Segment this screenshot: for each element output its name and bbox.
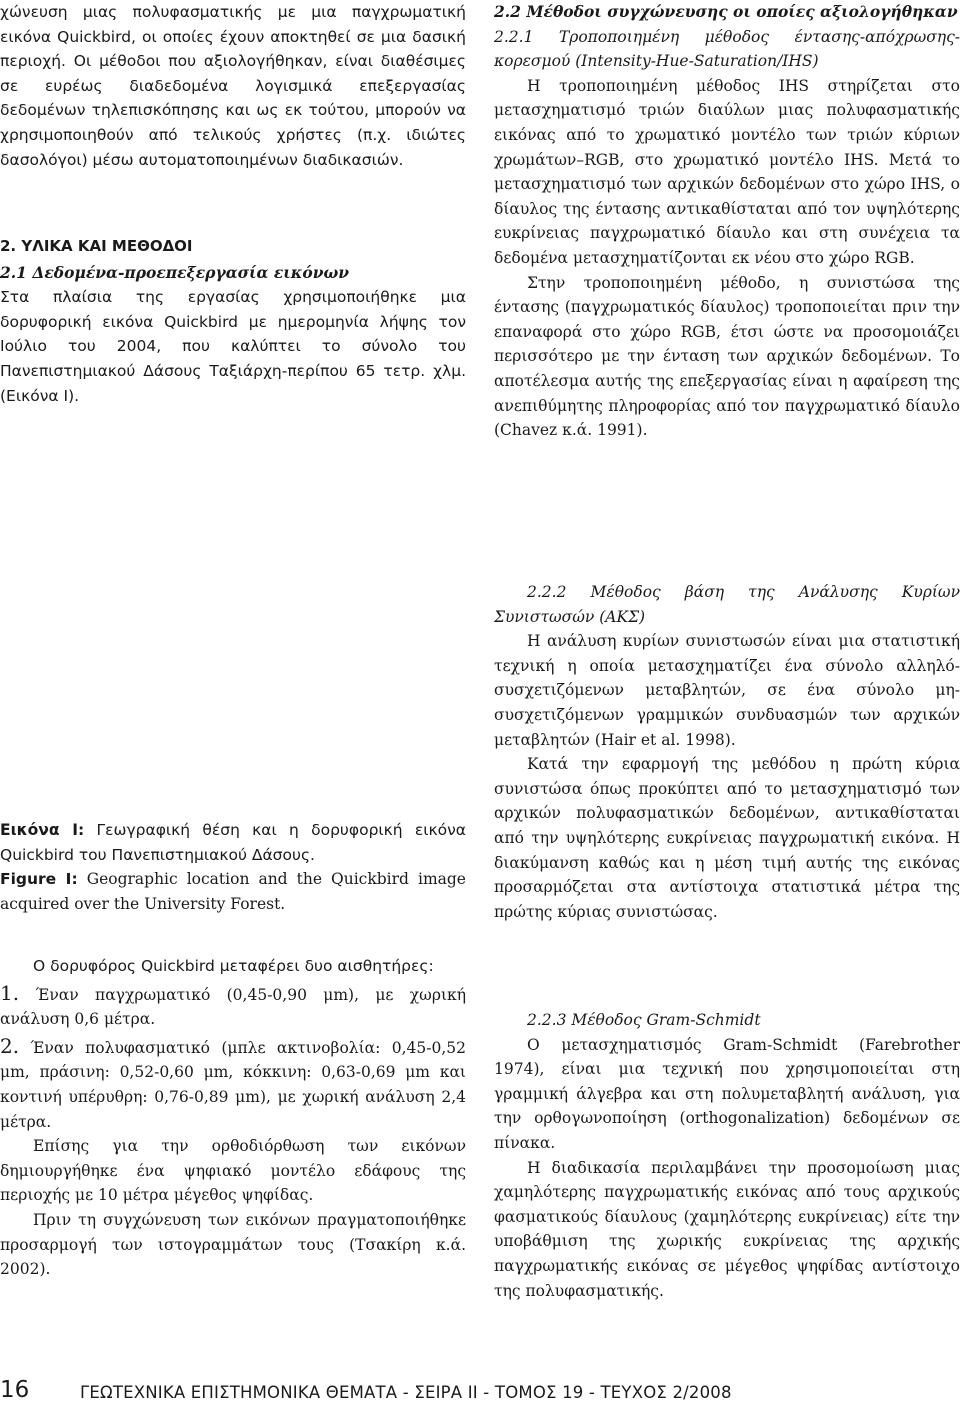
heading-2-2-3: 2.2.3 Μέθοδος Gram-Schmidt [527,1011,761,1029]
section-2 [0,234,466,408]
subsection-heading-2-1: 2.1 Δεδομένα-προεπεξεργασία εικόνων [0,262,350,282]
section-2-2-2 [494,580,960,924]
paragraph-2-2-1-a: Η τροποποιημένη μέθοδος IHS στηρίζεται στο μετασχηματισμό τριών διαύλων μιας πολυφασματικής εικόνας από το χρωματικό μοντέλο των τριών κύριων χρωμάτων–RGB, στο χρωματικό μοντέλο IHS. Μετά το μετασχηματισμό των αρχικών δεδομένων στο χώρο IHS, ο δίαυλος της έντασης αντικαθίσταται από τον υψηλότερης ευκρίνειας παγχρωματικό δίαυλο και στη συνέχεια τα δεδομένα μετασχηματίζονται εκ νέου στο χώρο RGB. [494,76,960,267]
caption-en-label: Figure I: [0,870,78,889]
page-footer [0,1376,960,1406]
paragraph-2-2-1-b: Στην τροποποιημένη μέθοδο, η συνιστώσα της έντασης (παγχρωματικός δίαυλος) τροποποιείται πριν την επαναφορά στο χώρο RGB, έτσι ώστε να προσομοιάζει περισσότερο με την ένταση των αρχικών δεδομένων. Το αποτέλεσμα αυτής της επεξεργασίας είναι η αφαίρεση της ανεπιθύμητης πληροφορίας από τον παγχρωματικό δίαυλο (Chavez κ.ά. 1991). [494,273,960,440]
item-number: 2. [0,1033,20,1058]
paragraph-2-2-3-b: Η διαδικασία περιλαμβάνει την προσομοίωση μιας χαμηλότερης παγχρωματικής εικόνας από τους αρχικούς φασματικούς δίαυλους (χαμηλότερης ευκρίνειας) είτε την υποβάθμιση της χωρικής ευκρίνειας της αρχικής παγχρωματικής εικόνας σε μέγεθος ψηφίδας αντίστοιχο της πολυφασματικής. [494,1158,960,1300]
paragraph-2-2-3-a: Ο μετασχηματισμός Gram-Schmidt (Farebrother 1974), είναι μια τεχνική που χρησιμοποιείται στη γραμμική άλγεβρα και στη πολυμεταβλητή ανάλυση, για την ορθογωνοποίηση (orthogonalization) δεδομένων σε πίνακα. [494,1035,960,1152]
heading-2-2-1: 2.2.1 Τροποποιημένη μέθοδος έντασης-απόχρωσης-κορεσμού (Intensity-Hue-Saturation/IHS) [494,27,960,71]
histogram-paragraph: Πριν τη συγχώνευση των εικόνων πραγματοποιήθηκε προσαρμογή των ιστογραμμάτων τους (Τσακίρη κ.ά. 2002). [0,1210,466,1279]
sensor-item-2 [0,1034,466,1134]
section-2-2-3 [494,1008,960,1303]
paragraph-2-2-2-b: Κατά την εφαρμογή της μεθόδου η πρώτη κύρια συνιστώσα όπως προκύπτει από το μετασχηματισμό των αρχικών πολυφασματικών δεδομένων, αντικαθίσταται από την υψηλότερης ευκρίνειας παγχρωματική εικόνα. Η διακύμανση καθώς και η μέση τιμή αυτής της εικόνας προσαρμόζεται στα αντίστοιχα στατιστικά μέτρα της πρώτης κύριας συνιστώσας. [494,755,960,921]
intro-text: χώνευση μιας πολυφασματικής με μια παγχρωματική εικόνα Quickbird, οι οποίες έχουν αποκτηθεί σε μια δασική περιοχή. Οι μέθοδοι που αξιολογήθηκαν, είναι διαθέσιμες σε ευρέως διαδεδομένα λογισμικά επεξεργασίας δεδομένων τηλεπισκόπησης και ως εκ τούτου, μπορούν να χρησιμοποιηθούν από τελικούς χρήστες (π.χ. ιδιώτες δασολόγοι) μέσω αυτοματοποιημένων διαδικασιών. [0,3,466,169]
heading-2-2-2: 2.2.2 Μέθοδος βάση της Ανάλυσης Κυρίων Συνιστωσών (ΑΚΣ) [494,583,960,626]
item-text: Έναν παγχρωματικό (0,45-0,90 μm), με χωρική ανάλυση 0,6 μέτρα. [0,985,466,1029]
section-2-2 [494,0,960,443]
journal-title: ΓΕΩΤΕΧΝΙΚΑ ΕΠΙΣΤΗΜΟΝΙΚΑ ΘΕΜΑΤΑ - ΣΕΙΡΑ ΙΙ - ΤΟΜΟΣ 19 - ΤΕΥΧΟΣ 2/2008 [80,1383,732,1402]
dem-paragraph: Επίσης για την ορθοδιόρθωση των εικόνων δημιουργήθηκε ένα ψηφιακό μοντέλο εδάφους της περιοχής με 10 μέτρα μέγεθος ψηφίδας. [0,1137,466,1205]
sensor-item-1 [0,981,466,1032]
caption-en-text: Geographic location and the Quickbird image acquired over the University Forest. [0,870,466,913]
section-heading: 2. ΥΛΙΚΑ ΚΑΙ ΜΕΘΟΔΟΙ [0,237,193,255]
item-text: Έναν πολυφασματικό (μπλε ακτινοβολία: 0,45-0,52 μm, πράσινη: 0,52-0,60 μm, κόκκινη: 0,63-0,69 μm και κοντινή υπέρυθρη: 0,76-0,89 μm), με χωρική ανάλυση 2,4 μέτρα. [0,1038,466,1131]
paragraph-2-2-2-a: Η ανάλυση κυρίων συνιστωσών είναι μια στατιστική τεχνική η οποία μετασχηματίζει ένα σύνολο αλληλό-συσχετιζόμενων μεταβλητών, σε ένα σύνολο μη-συσχετιζόμενων γραμμικών συνδυασμών των αρχικών μεταβλητών (Hair et al. 1998). [494,632,960,749]
sensors-intro: Ο δορυφόρος Quickbird μεταφέρει δυο αισθητήρες: [33,957,434,975]
page-number: 16 [0,1377,30,1403]
subsection-2-1-text: Στα πλαίσια της εργασίας χρησιμοποιήθηκε μια δορυφορική εικόνα Quickbird με ημερομηνία λήψης τον Ιούλιο του 2004, που καλύπτει το σύνολο του Πανεπιστημιακού Δάσους Ταξιάρχη-περίπου 65 τετρ. χλμ. (Εικόνα Ι). [0,288,466,405]
caption-gr-label: Εικόνα Ι: [0,821,85,839]
intro-paragraph [0,0,466,172]
heading-2-2: 2.2 Μέθοδοι συγχώνευσης οι οποίες αξιολογήθηκαν [494,2,958,21]
item-number: 1. [0,980,20,1005]
sensors-block [0,954,466,1282]
caption-gr-text: Γεωγραφική θέση και η δορυφορική εικόνα Quickbird του Πανεπιστημιακού Δάσους. [0,821,466,864]
figure-caption [0,818,466,916]
